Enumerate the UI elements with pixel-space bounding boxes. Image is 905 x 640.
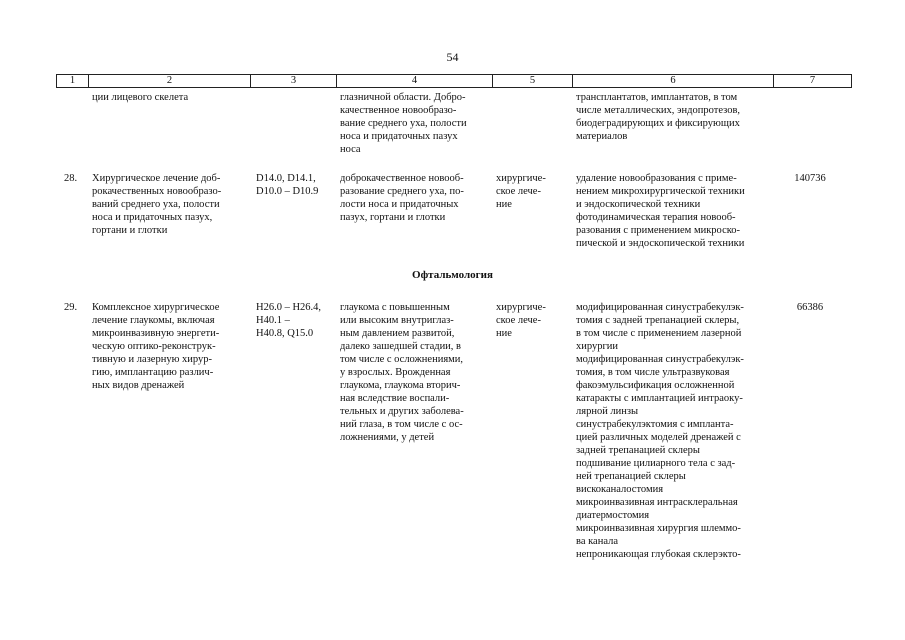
continuation-methods: трансплантатов, имплантатов, в том числе металлических, эндопротезов, биодеградирующих и фиксирующих материалов [576, 92, 741, 142]
row-28-diagnosis: доброкачественное новооб- разование среднего уха, по- лости носа и придаточных пазух, гортани и глотки [340, 173, 464, 223]
row-29-name: Комплексное хирургическое лечение глаукомы, включая микроинвазивную энергети- ческую оптико-реконструк- тивную и лазерную хирур- гию, имплантацию различ- ных видов дренажей [92, 302, 220, 391]
col-header-5: 5 [493, 75, 573, 88]
row-29-cost: 66386 [796, 302, 824, 313]
col-header-6: 6 [573, 75, 774, 88]
continuation-name: ции лицевого скелета [92, 92, 189, 103]
table-header [56, 74, 852, 88]
row-29-methods: модифицированная синустрабекулэк- томия с задней трепанацией склеры, в том числе с применением лазерной хирургии модифицированная синустрабекулэк- томия, в том числе ультразвуковая факоэмульсификация осложненной катаракты с имплантацией интраоку- лярной линзы синустрабекулэктомия с импланта- цией различных моделей дренажей с задней трепанацией склеры подшивание цилиарного тела с зад- ней трепанацией склеры вискоканалостомия микроинвазивная интрасклеральная диатермостомия микроинвазивная хирургия шлеммо- ва канала непроникающая глубокая склерэкто- [576, 302, 744, 560]
section-title: Офтальмология [412, 269, 493, 281]
row-28-methods: удаление новообразования с приме- нением микрохирургической техники и эндоскопической техники фотодинамическая терапия новооб- разования с применением микроско- пической и эндоскопической техники [576, 173, 745, 249]
row-28-codes: D14.0, D14.1, D10.0 – D10.9 [256, 173, 319, 197]
row-29-diagnosis: глаукома с повышенным или высоким внутриглаз- ным давлением развитой, далеко зашедшей стадии, в том числе с осложнениями, у взрослых. Врожденная глаукома, глаукома вторич- ная вследствие воспали- тельных и других заболева- ний глаза, в том числе с ос- ложнениями, у детей [340, 302, 464, 443]
col-header-7: 7 [774, 75, 852, 88]
row-28-cost: 140736 [794, 173, 826, 184]
row-28-name: Хирургическое лечение доб- рокачественных новообразо- ваний среднего уха, полости носа и придаточных пазух, гортани и глотки [92, 173, 222, 236]
col-header-4: 4 [337, 75, 493, 88]
col-header-2: 2 [89, 75, 251, 88]
col-header-3: 3 [251, 75, 337, 88]
col-header-1: 1 [57, 75, 89, 88]
row-29-treatment: хирургиче- ское лече- ние [496, 302, 546, 339]
row-29-number: 29. [64, 302, 78, 313]
row-29-codes: H26.0 – H26.4, H40.1 – H40.8, Q15.0 [256, 302, 322, 339]
row-28-treatment: хирургиче- ское лече- ние [496, 173, 546, 210]
row-28-number: 28. [64, 173, 78, 184]
continuation-diagnosis: глазничной области. Добро- качественное новообразо- вание среднего уха, полости носа и придаточных пазух носа [340, 92, 467, 155]
page-number: 54 [446, 50, 459, 64]
